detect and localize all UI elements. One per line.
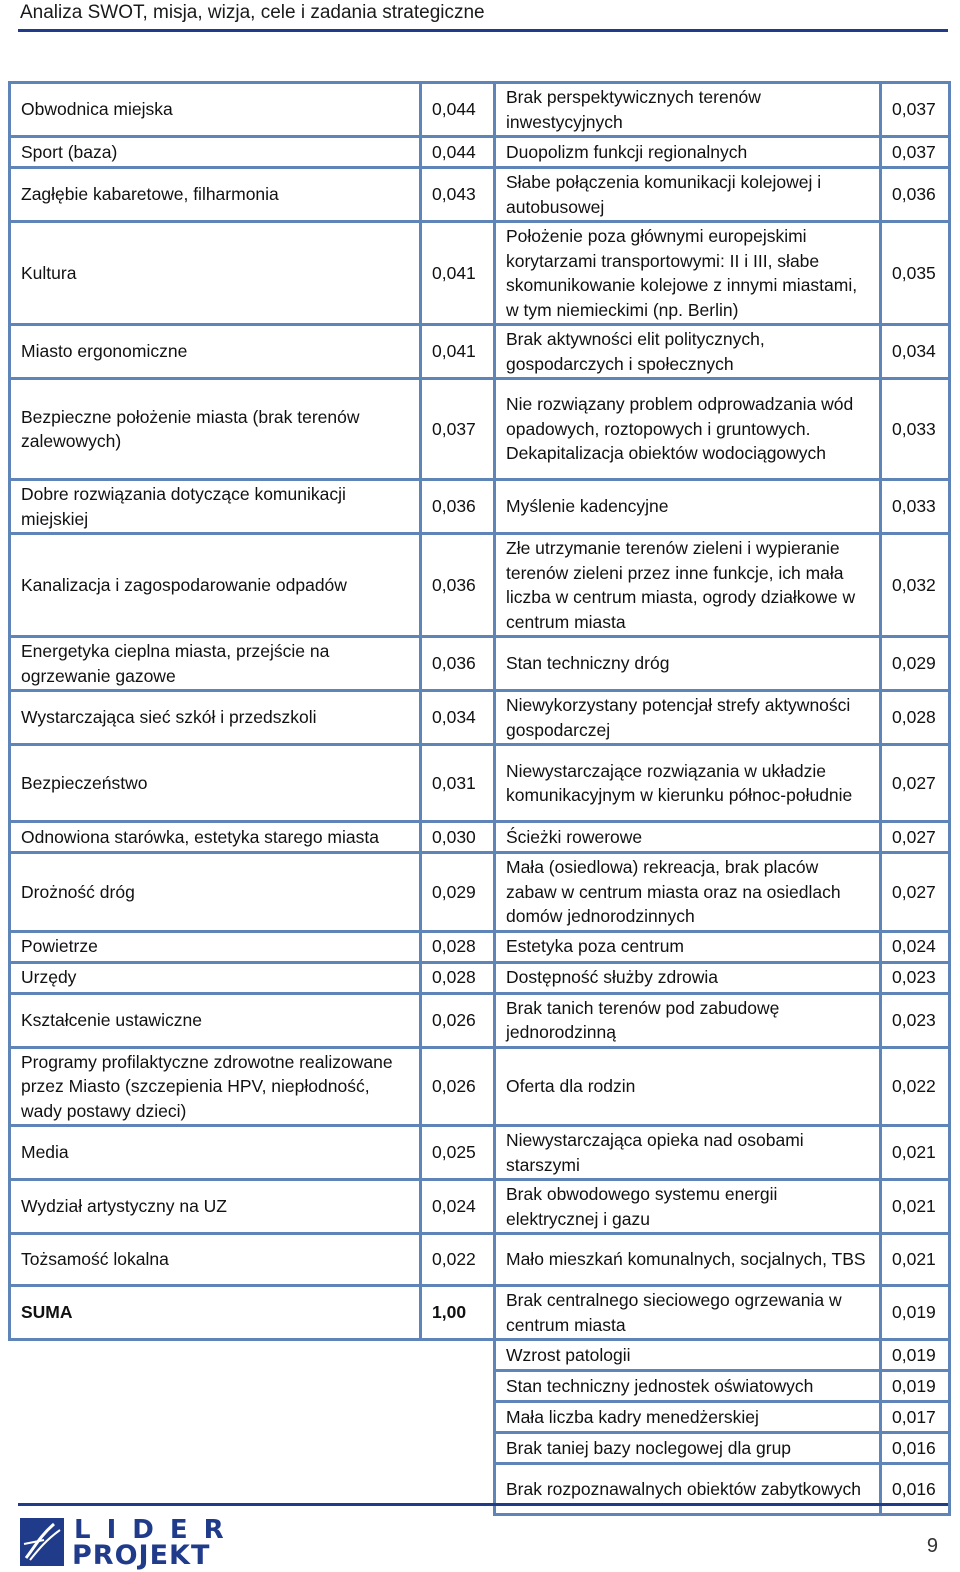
strength-weight: 0,026 bbox=[421, 1047, 495, 1126]
strength-weight: 0,031 bbox=[421, 745, 495, 822]
empty-cell bbox=[10, 1371, 421, 1402]
weakness-weight: 0,029 bbox=[881, 637, 950, 691]
strength-cell: Bezpieczne położenie miasta (brak terenów zalewowych) bbox=[10, 379, 421, 480]
weakness-cell: Wzrost patologii bbox=[495, 1340, 881, 1371]
table-row bbox=[10, 1371, 950, 1402]
empty-cell bbox=[421, 1433, 495, 1464]
weakness-cell: Brak taniej bazy noclegowej dla grup bbox=[495, 1433, 881, 1464]
strength-weight: 0,029 bbox=[421, 853, 495, 932]
weakness-cell: Słabe połączenia komunikacji kolejowej i autobusowej bbox=[495, 168, 881, 222]
lider-projekt-logo bbox=[20, 1515, 250, 1571]
weakness-weight: 0,023 bbox=[881, 993, 950, 1047]
strength-cell: Wystarczająca sieć szkół i przedszkoli bbox=[10, 691, 421, 745]
weakness-cell: Brak aktywności elit politycznych, gospodarczych i społecznych bbox=[495, 325, 881, 379]
table-row bbox=[10, 822, 950, 853]
empty-cell bbox=[421, 1371, 495, 1402]
weakness-weight: 0,027 bbox=[881, 745, 950, 822]
strength-weight: 0,028 bbox=[421, 962, 495, 993]
logo-mark-icon bbox=[20, 1518, 64, 1566]
weakness-cell: Brak obwodowego systemu energii elektrycznej i gazu bbox=[495, 1180, 881, 1234]
weakness-weight: 0,033 bbox=[881, 480, 950, 534]
table-row bbox=[10, 379, 950, 480]
weakness-cell: Brak centralnego sieciowego ogrzewania w centrum miasta bbox=[495, 1286, 881, 1340]
table-row bbox=[10, 1402, 950, 1433]
strength-weight: 0,037 bbox=[421, 379, 495, 480]
swot-table bbox=[8, 81, 951, 1516]
strength-cell: Zagłębie kabaretowe, filharmonia bbox=[10, 168, 421, 222]
weakness-weight: 0,019 bbox=[881, 1286, 950, 1340]
table-row bbox=[10, 534, 950, 637]
weakness-weight: 0,035 bbox=[881, 222, 950, 325]
strength-weight: 0,022 bbox=[421, 1234, 495, 1286]
table-row bbox=[10, 637, 950, 691]
header-divider bbox=[18, 29, 948, 32]
empty-cell bbox=[10, 1464, 421, 1515]
strength-weight: 0,043 bbox=[421, 168, 495, 222]
table-row bbox=[10, 931, 950, 962]
weakness-cell: Położenie poza głównymi europejskimi korytarzami transportowymi: II i III, słabe skomunikowanie kolejowe z innymi miastami, w tym niemieckimi (np. Berlin) bbox=[495, 222, 881, 325]
weakness-cell: Myślenie kadencyjne bbox=[495, 480, 881, 534]
weakness-weight: 0,022 bbox=[881, 1047, 950, 1126]
strength-weight: 0,036 bbox=[421, 637, 495, 691]
weakness-cell: Niewykorzystany potencjał strefy aktywności gospodarczej bbox=[495, 691, 881, 745]
weakness-cell: Niewystarczające rozwiązania w układzie komunikacyjnym w kierunku północ-południe bbox=[495, 745, 881, 822]
table-row bbox=[10, 1126, 950, 1180]
empty-cell bbox=[421, 1340, 495, 1371]
strength-cell: Kultura bbox=[10, 222, 421, 325]
weakness-cell: Brak tanich terenów pod zabudowę jednorodzinną bbox=[495, 993, 881, 1047]
logo-text-lider: LIDER bbox=[74, 1515, 240, 1545]
weakness-weight: 0,019 bbox=[881, 1371, 950, 1402]
table-row bbox=[10, 480, 950, 534]
table-row bbox=[10, 168, 950, 222]
logo-text-projekt: PROJEKT bbox=[72, 1540, 211, 1571]
strength-weight: 0,028 bbox=[421, 931, 495, 962]
empty-cell bbox=[421, 1464, 495, 1515]
strength-weight: 0,025 bbox=[421, 1126, 495, 1180]
weakness-cell: Niewystarczająca opieka nad osobami starszymi bbox=[495, 1126, 881, 1180]
weakness-cell: Stan techniczny jednostek oświatowych bbox=[495, 1371, 881, 1402]
weakness-weight: 0,017 bbox=[881, 1402, 950, 1433]
empty-cell bbox=[10, 1433, 421, 1464]
weakness-cell: Mało mieszkań komunalnych, socjalnych, TBS bbox=[495, 1234, 881, 1286]
strength-cell: SUMA bbox=[10, 1286, 421, 1340]
strength-weight: 0,036 bbox=[421, 534, 495, 637]
weakness-weight: 0,016 bbox=[881, 1464, 950, 1515]
weakness-cell: Ścieżki rowerowe bbox=[495, 822, 881, 853]
strength-weight: 0,024 bbox=[421, 1180, 495, 1234]
strength-weight: 0,041 bbox=[421, 325, 495, 379]
strength-cell: Kształcenie ustawiczne bbox=[10, 993, 421, 1047]
strength-weight: 0,030 bbox=[421, 822, 495, 853]
table-row bbox=[10, 1433, 950, 1464]
table-row bbox=[10, 853, 950, 932]
weakness-cell: Duopolizm funkcji regionalnych bbox=[495, 137, 881, 168]
strength-cell: Urzędy bbox=[10, 962, 421, 993]
weakness-weight: 0,033 bbox=[881, 379, 950, 480]
strength-cell: Bezpieczeństwo bbox=[10, 745, 421, 822]
weakness-weight: 0,016 bbox=[881, 1433, 950, 1464]
strength-weight: 0,044 bbox=[421, 83, 495, 137]
table-row bbox=[10, 1047, 950, 1126]
weakness-cell: Brak perspektywicznych terenów inwestycyjnych bbox=[495, 83, 881, 137]
table-row bbox=[10, 962, 950, 993]
table-row bbox=[10, 993, 950, 1047]
table-row bbox=[10, 1234, 950, 1286]
strength-weight: 0,044 bbox=[421, 137, 495, 168]
weakness-cell: Brak rozpoznawalnych obiektów zabytkowych bbox=[495, 1464, 881, 1515]
weakness-weight: 0,024 bbox=[881, 931, 950, 962]
weakness-cell: Dostępność służby zdrowia bbox=[495, 962, 881, 993]
strength-cell: Drożność dróg bbox=[10, 853, 421, 932]
strength-cell: Sport (baza) bbox=[10, 137, 421, 168]
empty-cell bbox=[10, 1402, 421, 1433]
weakness-weight: 0,036 bbox=[881, 168, 950, 222]
strength-cell: Programy profilaktyczne zdrowotne realizowane przez Miasto (szczepienia HPV, niepłodność, wady postawy dzieci) bbox=[10, 1047, 421, 1126]
strength-weight: 1,00 bbox=[421, 1286, 495, 1340]
strength-weight: 0,034 bbox=[421, 691, 495, 745]
weakness-weight: 0,037 bbox=[881, 137, 950, 168]
weakness-weight: 0,021 bbox=[881, 1126, 950, 1180]
table-row bbox=[10, 325, 950, 379]
strength-cell: Kanalizacja i zagospodarowanie odpadów bbox=[10, 534, 421, 637]
strength-weight: 0,041 bbox=[421, 222, 495, 325]
table-row bbox=[10, 691, 950, 745]
table-row bbox=[10, 1340, 950, 1371]
strength-weight: 0,026 bbox=[421, 993, 495, 1047]
strength-cell: Wydział artystyczny na UZ bbox=[10, 1180, 421, 1234]
weakness-weight: 0,034 bbox=[881, 325, 950, 379]
page-header-title: Analiza SWOT, misja, wizja, cele i zadania strategiczne bbox=[20, 2, 485, 23]
weakness-weight: 0,027 bbox=[881, 853, 950, 932]
weakness-weight: 0,023 bbox=[881, 962, 950, 993]
weakness-cell: Stan techniczny dróg bbox=[495, 637, 881, 691]
weakness-weight: 0,028 bbox=[881, 691, 950, 745]
strength-cell: Energetyka cieplna miasta, przejście na ogrzewanie gazowe bbox=[10, 637, 421, 691]
table-row bbox=[10, 1286, 950, 1340]
empty-cell bbox=[421, 1402, 495, 1433]
weakness-weight: 0,032 bbox=[881, 534, 950, 637]
weakness-cell: Mała liczba kadry menedżerskiej bbox=[495, 1402, 881, 1433]
weakness-weight: 0,027 bbox=[881, 822, 950, 853]
weakness-cell: Nie rozwiązany problem odprowadzania wód opadowych, roztopowych i gruntowych. Dekapitalizacja obiektów wodociągowych bbox=[495, 379, 881, 480]
strength-cell: Powietrze bbox=[10, 931, 421, 962]
strength-cell: Obwodnica miejska bbox=[10, 83, 421, 137]
strength-cell: Odnowiona starówka, estetyka starego miasta bbox=[10, 822, 421, 853]
strength-cell: Dobre rozwiązania dotyczące komunikacji miejskiej bbox=[10, 480, 421, 534]
table-row bbox=[10, 1180, 950, 1234]
weakness-weight: 0,019 bbox=[881, 1340, 950, 1371]
weakness-weight: 0,021 bbox=[881, 1180, 950, 1234]
table-row bbox=[10, 137, 950, 168]
table-row bbox=[10, 1464, 950, 1515]
weakness-cell: Oferta dla rodzin bbox=[495, 1047, 881, 1126]
page-number: 9 bbox=[926, 1535, 938, 1557]
weakness-cell: Mała (osiedlowa) rekreacja, brak placów zabaw w centrum miasta oraz na osiedlach domów jednorodzinnych bbox=[495, 853, 881, 932]
weakness-cell: Estetyka poza centrum bbox=[495, 931, 881, 962]
strength-cell: Tożsamość lokalna bbox=[10, 1234, 421, 1286]
table-row bbox=[10, 222, 950, 325]
weakness-weight: 0,021 bbox=[881, 1234, 950, 1286]
strength-cell: Miasto ergonomiczne bbox=[10, 325, 421, 379]
strength-cell: Media bbox=[10, 1126, 421, 1180]
weakness-weight: 0,037 bbox=[881, 83, 950, 137]
footer-divider bbox=[18, 1503, 948, 1506]
table-row bbox=[10, 83, 950, 137]
empty-cell bbox=[10, 1340, 421, 1371]
weakness-cell: Złe utrzymanie terenów zieleni i wypieranie terenów zieleni przez inne funkcje, ich mała liczba w centrum miasta, ogrody działkowe w centrum miasta bbox=[495, 534, 881, 637]
strength-weight: 0,036 bbox=[421, 480, 495, 534]
table-row bbox=[10, 745, 950, 822]
